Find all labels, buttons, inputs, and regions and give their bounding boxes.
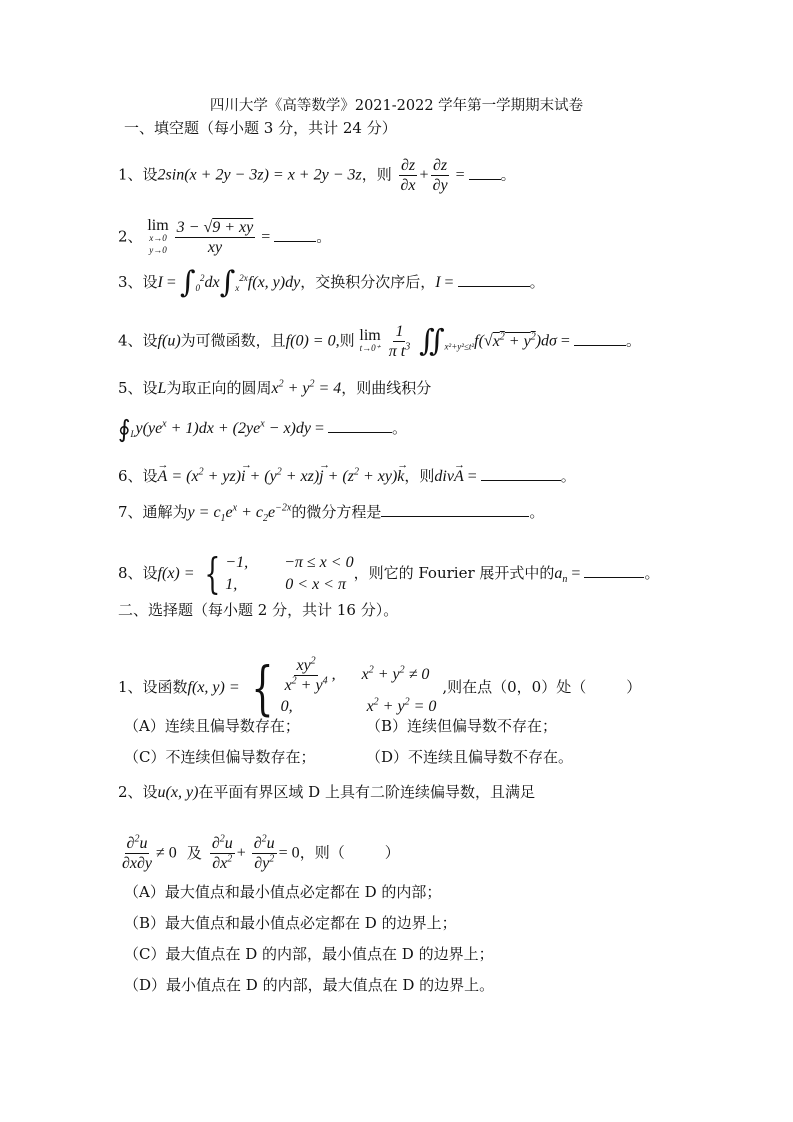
question-1-1: 1、设2sin(x + 2y − 3z) = x + 2y − 3z，则 $\frac{\partial z}{\partial x}$ + $\frac{\partial z}{\partial y}$ = 。 [118, 157, 516, 194]
option-c[interactable]: （C）不连续但偏导数存在； [124, 748, 316, 766]
section2-heading: 二、选择题（每小题 2 分，共计 16 分）。 [118, 601, 399, 619]
answer-blank[interactable] [274, 227, 316, 242]
question-2-1: 1、设函数f(x, y) = { $\frac{xy^2}{x^2 + y^4}$ , $x^2 + y^2 \ne 0$ 0, $x^2 + y^2 = 0$ ,则在点（0，0）处（ ） [118, 654, 642, 722]
question-1-3: 3、设$I = \int_0^2dx\int_x^{2x}f(x$, y)dy，交换积分次序后，I = 。 [118, 265, 545, 300]
section1-heading: 一、填空题（每小题 3 分，共计 24 分） [124, 119, 397, 137]
question-2-2-condition: $\frac{\partial^2u}{\partial x\partial y}$ ≠ 0 及 $\frac{\partial^2u}{\partial x^2}$ + $\frac{\partial^2u}{\partial y^2}$ = 0，则（ ） [122, 833, 400, 872]
piecewise-cases: $\frac{xy^2}{x^2 + y^4}$ , $x^2 + y^2 \ne 0$ 0, $x^2 + y^2 = 0$ [280, 655, 437, 715]
question-1-7: 7、通解为$y = c_1e^x + c_2e^{-2x}$的微分方程是 。 [118, 502, 545, 525]
dz-dx-fraction: $\frac{\partial z}{\partial x}$ [400, 157, 416, 194]
answer-blank[interactable] [328, 418, 392, 433]
option-d[interactable]: （D）最小值点在 D 的内部，最大值点在 D 的边界上。 [124, 976, 495, 994]
answer-blank[interactable] [469, 165, 501, 180]
option-a[interactable]: （A）最大值点和最小值点必定都在 D 的内部； [124, 883, 442, 901]
answer-blank[interactable] [458, 272, 530, 287]
answer-blank[interactable] [574, 331, 626, 346]
option-d[interactable]: （D）不连续且偏导数不存在。 [366, 748, 574, 766]
answer-blank[interactable] [381, 502, 529, 517]
question-2-2: 2、设u(x, y)在平面有界区域 D 上具有二阶连续偏导数，且满足 [118, 783, 535, 801]
question-1-8: 8、设f(x) = { −1, −π ≤ x < 0 1, 0 < x < π ，则它的 Fourier 展开式中的$a_n$ = 。 [118, 549, 660, 598]
limit-fraction: $\frac{3 - √9 + xy}{xy}$ [176, 219, 254, 256]
exam-title: 四川大学《高等数学》2021-2022 学年第一学期期末试卷 [209, 98, 584, 114]
option-b[interactable]: （B）最大值点和最小值点必定都在 D 的边界上； [124, 914, 457, 932]
option-a[interactable]: （A）连续且偏导数存在； [124, 717, 300, 735]
option-b[interactable]: （B）连续但偏导数不存在； [366, 717, 558, 735]
question-1-6: 6、设→ $A = (x^2 + yz)\to i + (y^2 + xz)\to j + (z^2 + xy)\to k$，则div→ A = 。 [118, 466, 576, 487]
answer-blank[interactable] [584, 563, 644, 578]
option-c[interactable]: （C）最大值点在 D 的内部，最小值点在 D 的边界上； [124, 945, 494, 963]
one-over-pi-t3: $\frac{1}{\pi t^3}$ [388, 323, 411, 360]
question-1-5-integral: $∮_Ly(ye^x + 1)dx + (2ye^x - x)dy$ = 。 [118, 415, 408, 443]
piecewise-cases: −1, −π ≤ x < 0 1, 0 < x < π [225, 554, 354, 593]
dz-dy-fraction: $\frac{\partial z}{\partial y}$ [432, 157, 448, 194]
question-1-5: 5、设L为取正向的圆周$x^2 + y^2 = 4$，则曲线积分 [118, 378, 432, 397]
limit-operator: lim x→0 y→0 [147, 216, 169, 255]
question-1-2: 2、 lim x→0 y→0 $\frac{3 - √9 + xy}{xy}$ = 。 [118, 216, 332, 256]
answer-blank[interactable] [481, 466, 561, 481]
limit-operator: lim t→0⁺ [359, 326, 381, 353]
question-1-4: 4、设f(u)为可微函数，且f(0) = 0,则 lim t→0⁺ $\frac{1}{\pi t^3}$ $∬_{x^2+y^2\le t^2}f(√x^2 + y^2)d\sigma$ = 。 [118, 323, 641, 360]
